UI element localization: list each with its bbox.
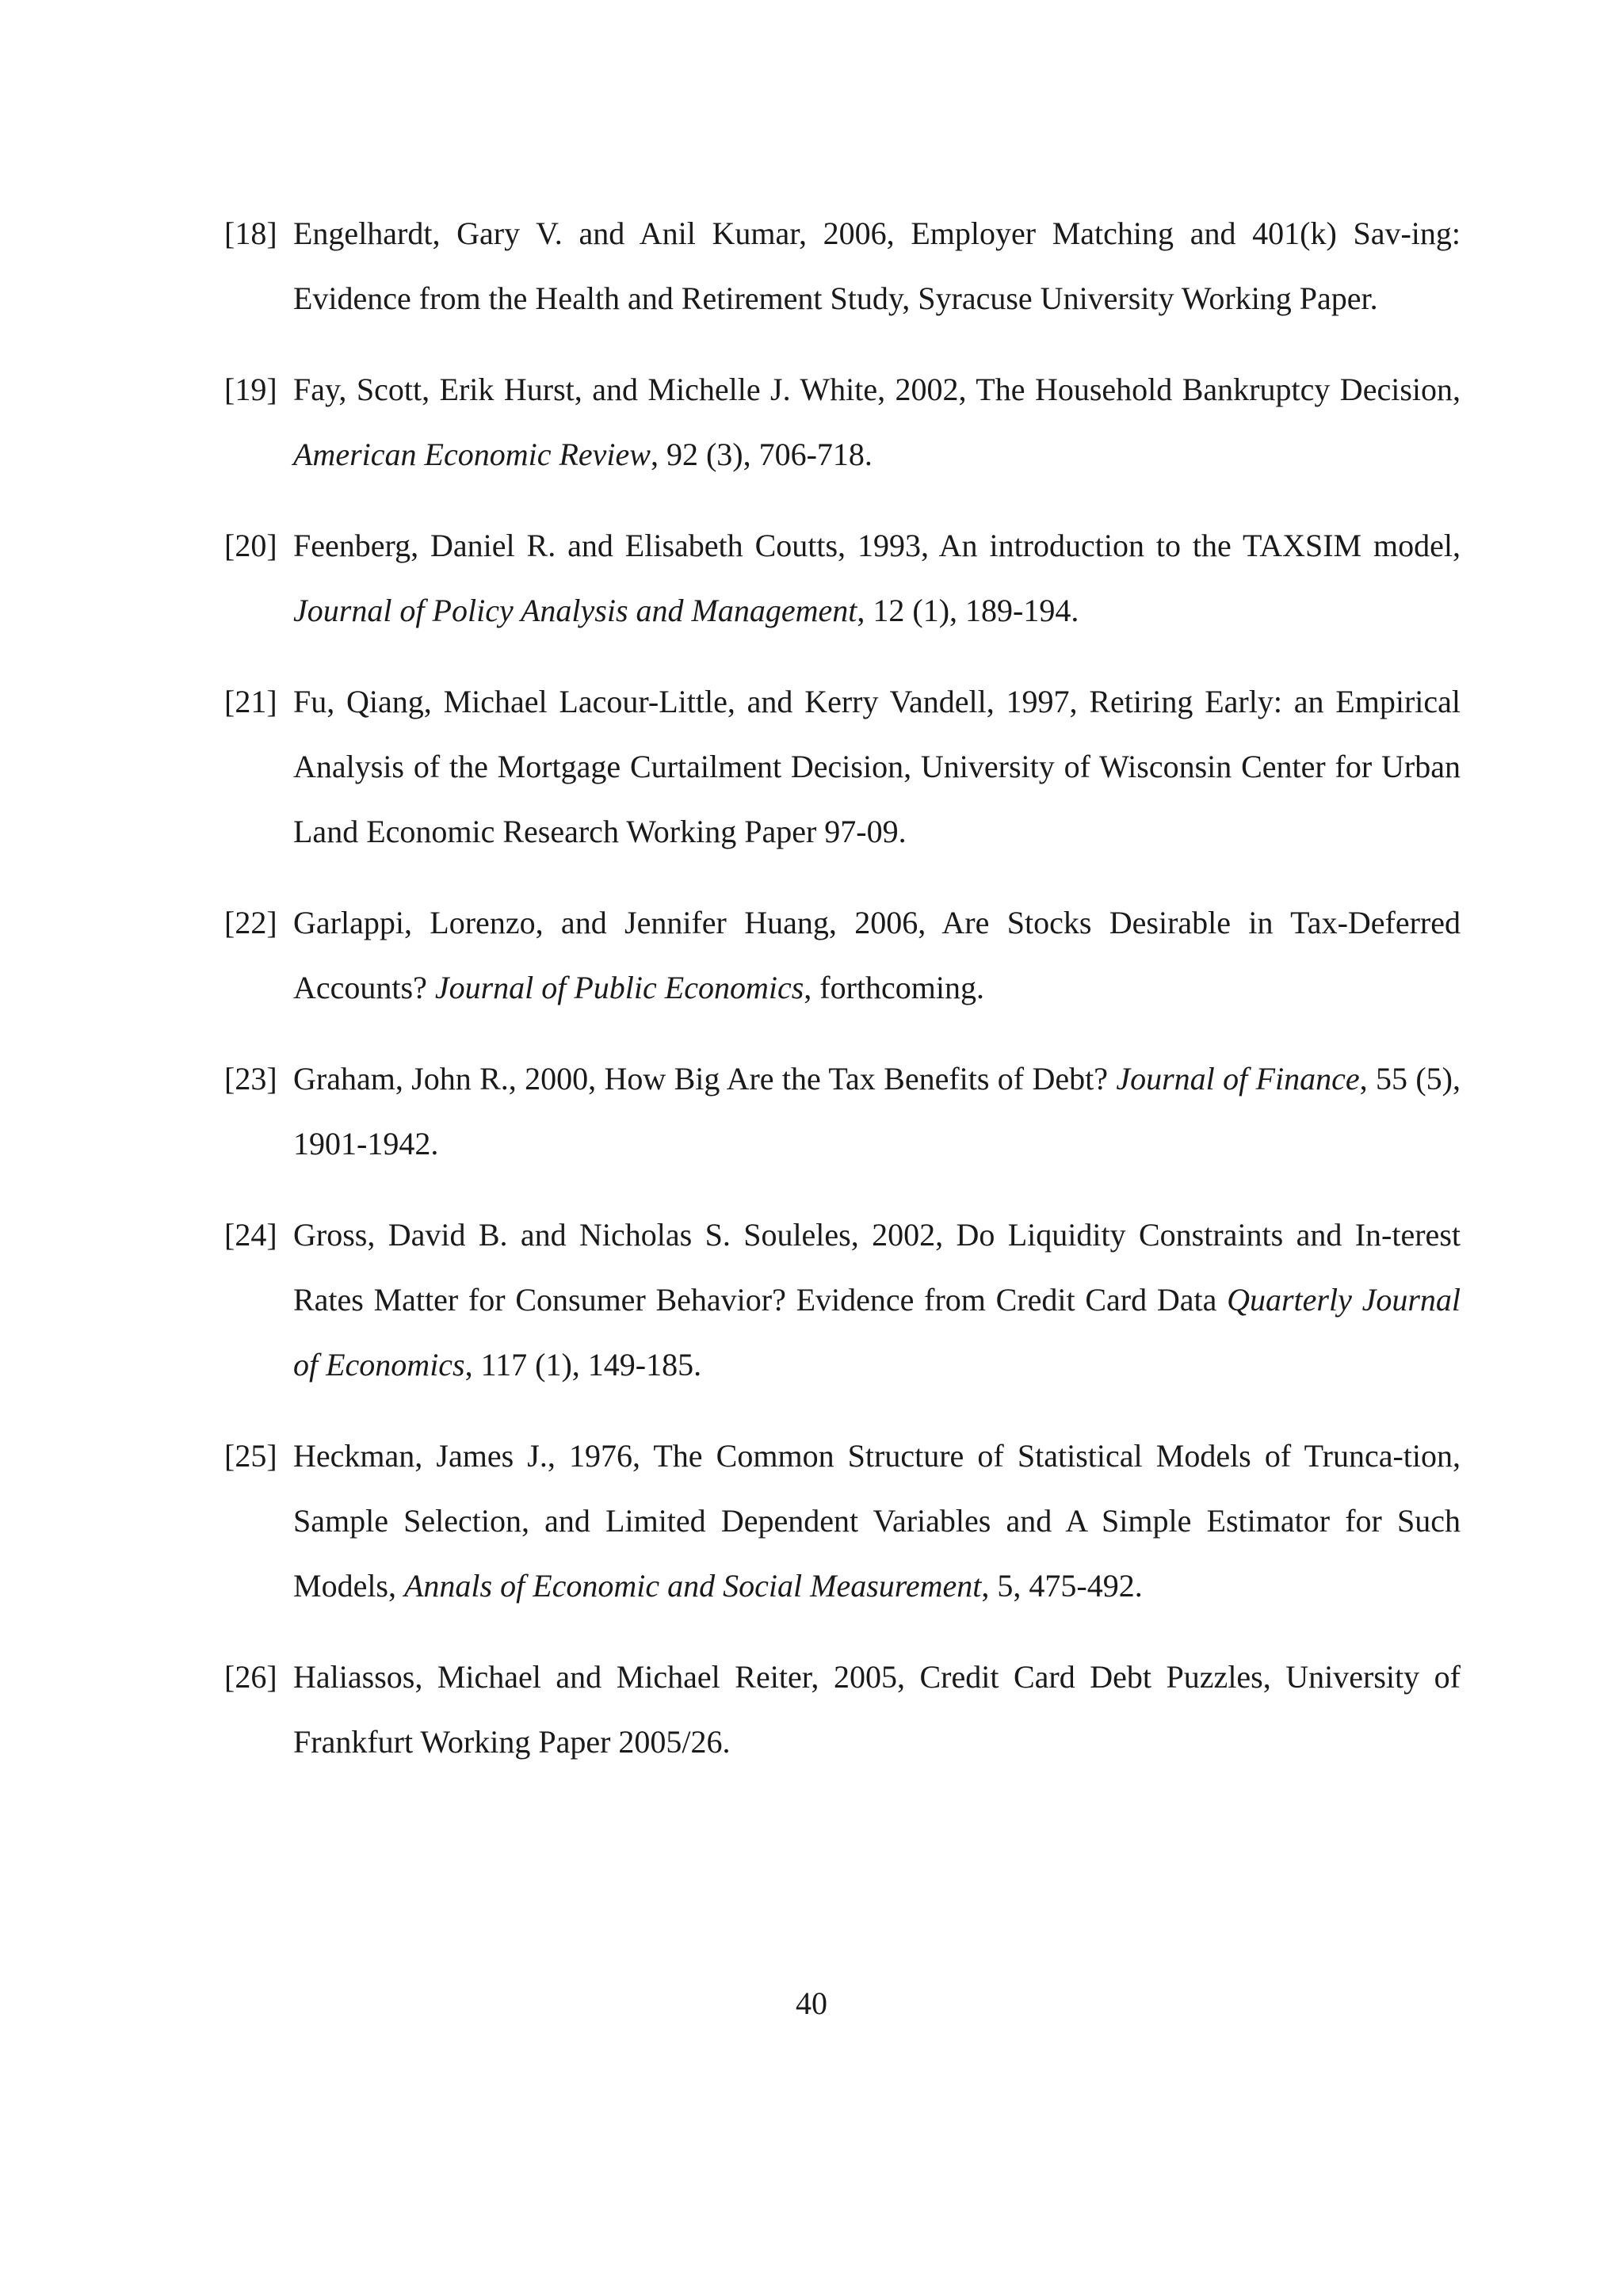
reference-number: [18] [224,215,277,251]
reference-number: [25] [224,1438,277,1474]
reference-entry [224,513,1461,643]
reference-text [293,891,1461,1020]
reference-list [224,201,1461,1801]
reference-segment: Garlappi, Lorenzo, and Jennifer Huang, 2006, Are Stocks Desirable in Tax-Deferred Accounts? [293,905,1461,1005]
reference-segment: , forthcoming. [804,970,985,1005]
reference-segment: Haliassos, Michael and Michael Reiter, 2005, Credit Card Debt Puzzles, University of Frankfurt Working Paper 2005/26. [293,1659,1461,1760]
reference-entry [224,201,1461,331]
reference-segment: , 117 (1), 149-185. [464,1347,702,1383]
page-number: 40 [796,1985,827,2021]
journal-title: Quarterly Journal of Economics [293,1282,1461,1383]
reference-text [293,357,1461,487]
reference-number: [24] [224,1217,277,1253]
reference-number: [26] [224,1659,277,1695]
reference-entry [224,891,1461,1020]
reference-entry [224,1203,1461,1398]
reference-number: [21] [224,684,277,719]
reference-text [293,1047,1461,1177]
reference-text [293,669,1461,864]
journal-title: Annals of Economic and Social Measurement [404,1568,982,1604]
reference-text [293,1424,1461,1619]
reference-segment: Engelhardt, Gary V. and Anil Kumar, 2006, Employer Matching and 401(k) Sav-ing: Evidence from the Health and Retirement Study, Syracuse University Working Paper. [293,215,1461,316]
reference-number: [20] [224,528,277,563]
reference-number: [22] [224,905,277,940]
reference-entry [224,1424,1461,1619]
reference-segment: , 92 (3), 706-718. [650,437,873,472]
reference-text [293,1203,1461,1398]
reference-entry [224,1645,1461,1775]
reference-entry [224,669,1461,864]
reference-text [293,1645,1461,1775]
journal-title: American Economic Review [293,437,651,472]
journal-title: Journal of Public Economics [434,970,804,1005]
reference-number: [23] [224,1061,277,1097]
reference-text [293,201,1461,331]
reference-segment: Heckman, James J., 1976, The Common Structure of Statistical Models of Trunca-tion, Sample Selection, and Limited Dependent Variables and A Simple Estimator for Such Models, [293,1438,1461,1604]
reference-text [293,513,1461,643]
reference-segment: Feenberg, Daniel R. and Elisabeth Coutts, 1993, An introduction to the TAXSIM model, [293,528,1461,563]
reference-segment: , 12 (1), 189-194. [857,593,1079,628]
reference-segment: Graham, John R., 2000, How Big Are the Tax Benefits of Debt? [293,1061,1117,1097]
journal-title: Journal of Finance [1116,1061,1360,1097]
reference-segment: , 5, 475-492. [981,1568,1143,1604]
reference-number: [19] [224,372,277,407]
reference-segment: , 55 (5), 1901-1942. [293,1061,1461,1161]
reference-entry [224,357,1461,487]
journal-title: Journal of Policy Analysis and Management [293,593,857,628]
reference-segment: Fay, Scott, Erik Hurst, and Michelle J. White, 2002, The Household Bankruptcy Decision, [293,372,1461,407]
reference-segment: Gross, David B. and Nicholas S. Souleles, 2002, Do Liquidity Constraints and In-terest Rates Matter for Consumer Behavior? Evidence from Credit Card Data [293,1217,1461,1318]
reference-entry [224,1047,1461,1177]
reference-segment: Fu, Qiang, Michael Lacour-Little, and Kerry Vandell, 1997, Retiring Early: an Empirical Analysis of the Mortgage Curtailment Decision, University of Wisconsin Center for Urban Land Economic Research Working Paper 97-09. [293,684,1461,849]
